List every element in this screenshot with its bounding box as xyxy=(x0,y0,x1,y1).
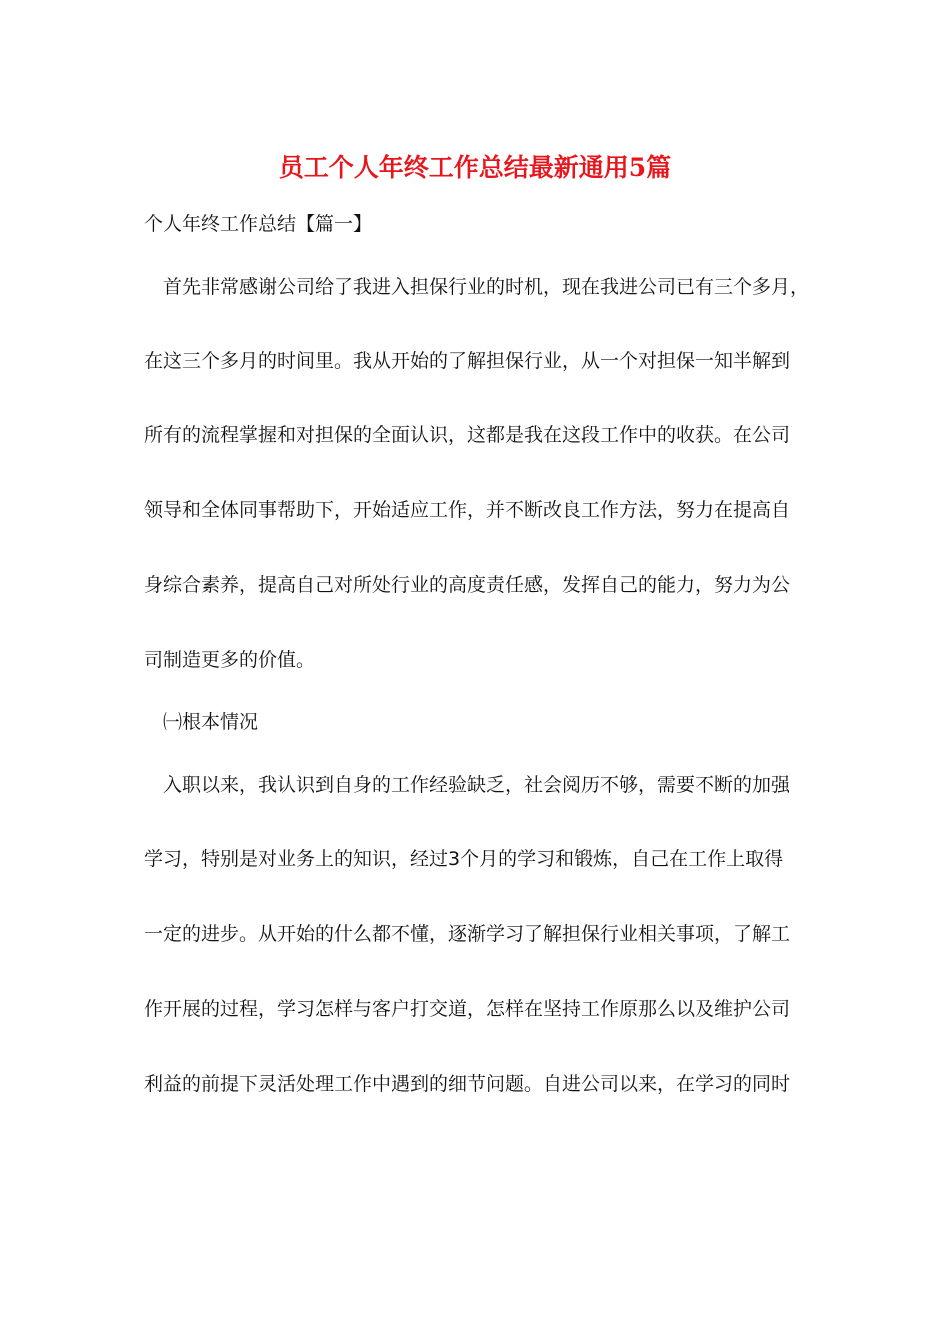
paragraph-line: 学习，特别是对业务上的知识，经过3个月的学习和锻炼，自己在工作上取得 xyxy=(144,848,784,870)
section-heading: 个人年终工作总结【篇一】 xyxy=(144,213,373,235)
document-title: 员工个人年终工作总结最新通用5篇 xyxy=(278,153,672,182)
paragraph-line: 一定的进步。从开始的什么都不懂，逐渐学习了解担保行业相关事项，了解工 xyxy=(144,923,791,945)
paragraph-line: 作开展的过程，学习怎样与客户打交道，怎样在坚持工作原那么以及维护公司 xyxy=(144,998,791,1020)
paragraph-line: 司制造更多的价值。 xyxy=(144,649,316,671)
paragraph-line: 首先非常感谢公司给了我进入担保行业的时机，现在我进公司已有三个多月， xyxy=(163,276,810,298)
subheading: ㈠根本情况 xyxy=(163,711,259,733)
paragraph-line: 所有的流程掌握和对担保的全面认识，这都是我在这段工作中的收获。在公司 xyxy=(144,424,791,446)
paragraph-line: 身综合素养，提高自己对所处行业的高度责任感，发挥自己的能力，努力为公 xyxy=(144,574,791,596)
paragraph-line: 利益的前提下灵活处理工作中遇到的细节问题。自进公司以来，在学习的同时 xyxy=(144,1073,791,1095)
paragraph-line: 领导和全体同事帮助下，开始适应工作，并不断改良工作方法，努力在提高自 xyxy=(144,499,791,521)
paragraph-line: 入职以来，我认识到自身的工作经验缺乏，社会阅历不够，需要不断的加强 xyxy=(163,774,791,796)
paragraph-line: 在这三个多月的时间里。我从开始的了解担保行业，从一个对担保一知半解到 xyxy=(144,350,791,372)
